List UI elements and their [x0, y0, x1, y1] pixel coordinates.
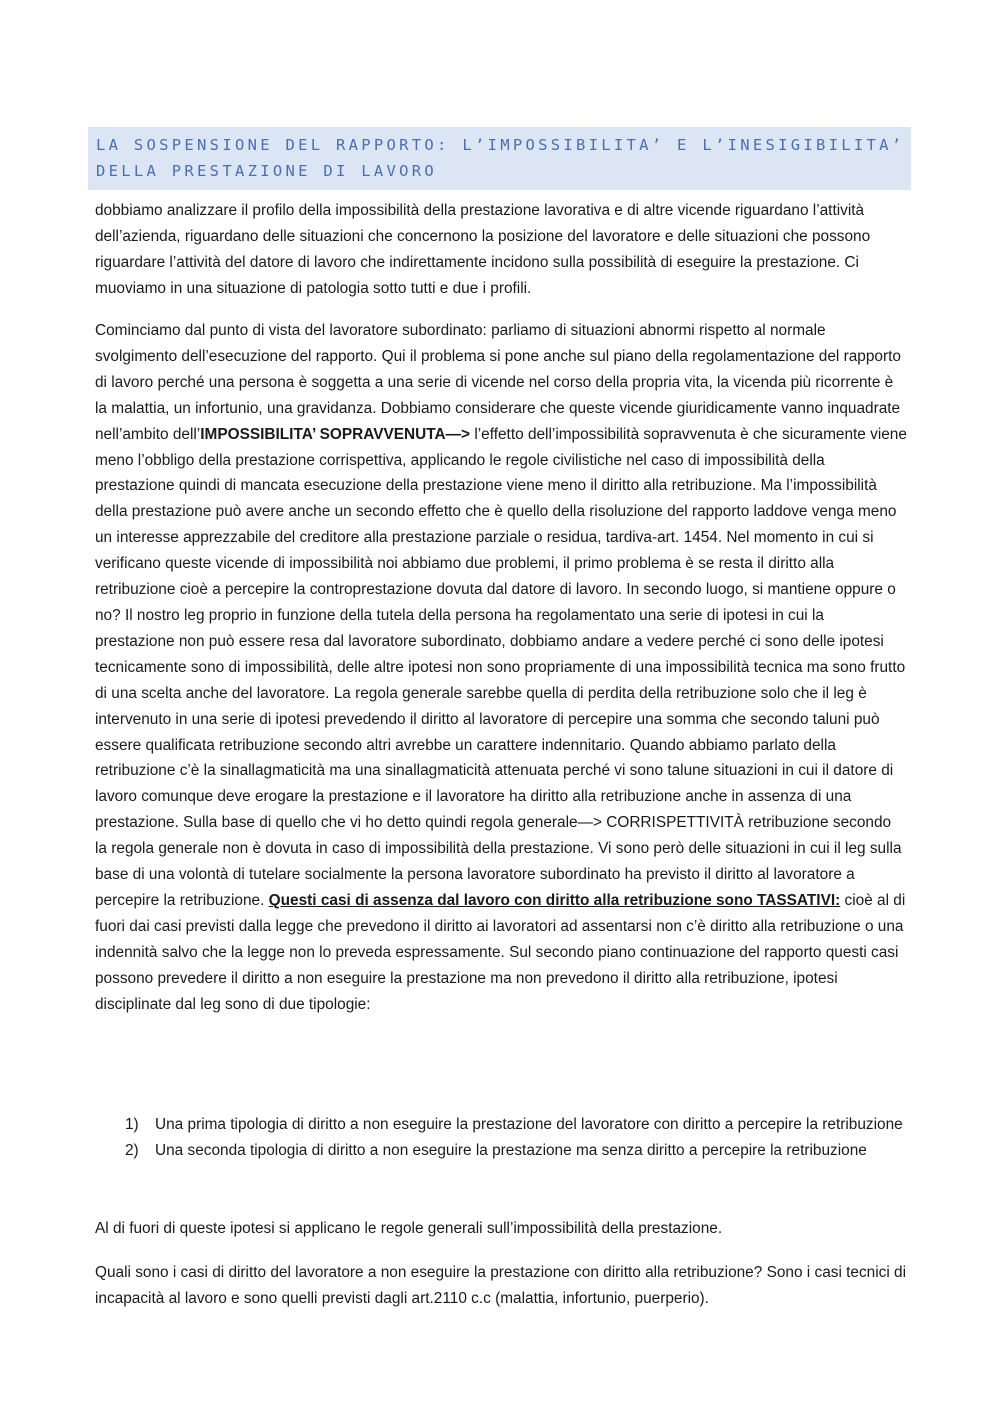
paragraph-3: Al di fuori di queste ipotesi si applicano le regole generali sull’impossibilità della prestazione. [95, 1220, 723, 1237]
paragraph-2 [95, 318, 907, 1017]
heading-line-1: LA SOSPENSIONE DEL RAPPORTO: L’IMPOSSIBILITA’ E L’INESIGIBILITA’ [96, 136, 905, 154]
paragraph-1: dobbiamo analizzare il profilo della impossibilità della prestazione lavorativa e di altre vicende riguardano l’attività dell’azienda, riguardano delle situazioni che concernono la posizione del lavoratore e delle situazioni che possono riguardare l’attività del datore di lavoro che indirettamente incidono sulla possibilità di eseguire la prestazione. Ci muoviamo in una situazione di patologia sotto tutti e due i profili. [95, 202, 871, 297]
list-item-number: 2) [125, 1141, 139, 1159]
list-item-text: Una seconda tipologia di diritto a non eseguire la prestazione ma senza diritto a percepire la retribuzione [155, 1141, 867, 1159]
paragraph-2-part-1: Cominciamo dal punto di vista del lavoratore subordinato: parliamo di situazioni abnormi rispetto al normale svolgimento dell’esecuzione del rapporto. Qui il problema si pone anche sul piano della regolamentazione del rapporto di lavoro perché una persona è soggetta a una serie di vicende nel corso della propria vita, la vicenda più ricorrente è la malattia, un infortunio, una gravidanza. Dobbiamo considerare che queste vicende giuridicamente vanno inquadrate nell’ambito dell’ [95, 322, 901, 443]
paragraph-2-bold-term: IMPOSSIBILITA’ SOPRAVVENUTA—> [200, 425, 471, 443]
paragraph-2-underlined: Questi casi di assenza dal lavoro con diritto alla retribuzione sono TASSATIVI: [268, 891, 841, 909]
section-heading [88, 127, 911, 190]
paragraph-2-part-2: l’effetto dell’impossibilità sopravvenuta è che sicuramente viene meno l’obbligo della prestazione corrispettiva, applicando le regole civilistiche nel caso di impossibilità della prestazione quindi di mancata esecuzione della prestazione viene meno il diritto alla retribuzione. Ma l’impossibilità della prestazione può avere anche un secondo effetto che è quello della risoluzione del rapporto laddove venga meno un interesse apprezzabile del creditore alla prestazione parziale o residua, tardiva-art. 1454. Nel momento in cui si verificano queste vicende di impossibilità noi abbiamo due problemi, il primo problema è se resta il diritto alla retribuzione cioè a percepire la controprestazione dovuta dal datore di lavoro. In secondo luogo, si mantiene oppure o no? Il nostro leg proprio in funzione della tutela della persona ha regolamentato una serie di ipotesi in cui la prestazione non può essere resa dal lavoratore subordinato, dobbiamo andare a vedere perché ci sono delle ipotesi tecnicamente sono di impossibilità, delle altre ipotesi non sono propriamente di una impossibilità tecnica ma sono frutto di una scelta anche del lavoratore. La regola generale sarebbe quella di perdita della retribuzione solo che il leg è intervenuto in una serie di ipotesi prevedendo il diritto al lavoratore di percepire una somma che secondo taluni può essere qualificata retribuzione secondo altri avrebbe un carattere indennitario. Quando abbiamo parlato della retribuzione c’è la sinallagmaticità ma una sinallagmaticità attenuata perché vi sono talune situazioni in cui il datore di lavoro comunque deve erogare la prestazione e il lavoratore ha diritto alla retribuzione anche in assenza di una prestazione. Sulla base di quello che vi ho detto quindi regola generale—> CORRISPETTIVITÀ retribuzione secondo la regola generale non è dovuta in caso di impossibilità della prestazione. Vi sono però delle situazioni in cui il leg sulla base di una volontà di tutelare socialmente la persona lavoratore subordinato ha previsto il diritto al lavoratore a percepire la retribuzione. [95, 425, 907, 909]
numbered-list [95, 1112, 907, 1164]
heading-line-2: DELLA PRESTAZIONE DI LAVORO [96, 162, 438, 180]
paragraph-2-part-3: cioè al di fuori dai casi previsti dalla legge che prevedono il diritto ai lavoratori ad assentarsi non c’è diritto alla retribuzione o una indennità salvo che la legge non lo preveda espressamente. Sul secondo piano continuazione del rapporto questi casi possono prevedere il diritto a non eseguire la prestazione ma non prevedono il diritto alla retribuzione, ipotesi disciplinate dal leg sono di due tipologie: [95, 891, 906, 1013]
list-item-text: Una prima tipologia di diritto a non eseguire la prestazione del lavoratore con diritto a percepire la retribuzione [155, 1116, 903, 1133]
list-item [95, 1112, 907, 1138]
paragraph-4: Quali sono i casi di diritto del lavoratore a non eseguire la prestazione con diritto alla retribuzione? Sono i casi tecnici di incapacità al lavoro e sono quelli previsti dagli art.2110 c.c (malattia, infortunio, puerperio). [95, 1264, 907, 1307]
list-item-number: 1) [125, 1116, 139, 1133]
list-item [95, 1138, 907, 1164]
